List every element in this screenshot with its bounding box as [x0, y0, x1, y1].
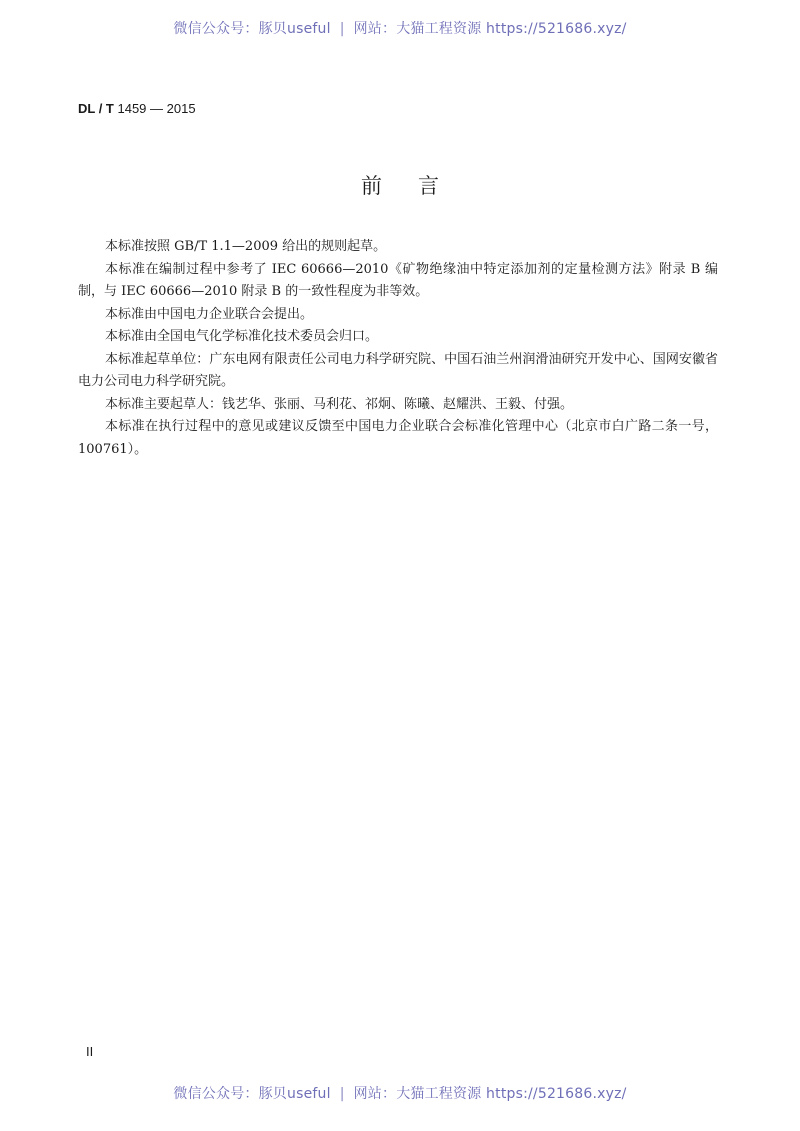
paragraph-committee: 本标准由全国电气化学标准化技术委员会归口。 — [105, 329, 379, 344]
watermark-site: 网站：大猫工程资源 https://521686.xyz/ — [353, 1086, 627, 1102]
foreword-body — [78, 236, 718, 461]
paragraph-drafting-rules: 本标准按照 GB/T 1.1—2009 给出的规则起草。 — [105, 239, 387, 254]
paragraph-drafters: 本标准主要起草人：钱艺华、张丽、马利花、祁炯、陈曦、赵耀洪、王毅、付强。 — [105, 396, 574, 412]
paragraph-proposer: 本标准由中国电力企业联合会提出。 — [105, 306, 314, 322]
paragraph-drafting-units: 本标准起草单位：广东电网有限责任公司电力科学研究院、中国石油兰州润滑油研究开发中心、国网安徽省电力公司电力科学研究院。 — [78, 351, 718, 389]
document-code-number: 1459 — 2015 — [113, 101, 196, 116]
watermark-top — [0, 18, 800, 38]
watermark-separator: | — [339, 1086, 345, 1102]
watermark-bottom — [0, 1083, 800, 1103]
page-number: II — [86, 1044, 94, 1059]
watermark-wechat: 微信公众号：豚贝useful — [173, 1086, 331, 1102]
document-code-prefix: DL / T — [78, 101, 114, 116]
watermark-wechat: 微信公众号：豚贝useful — [173, 21, 331, 37]
watermark-site: 网站：大猫工程资源 https://521686.xyz/ — [353, 21, 627, 37]
watermark-separator: | — [339, 21, 345, 37]
paragraph-feedback: 本标准在执行过程中的意见或建议反馈至中国电力企业联合会标准化管理中心（北京市白广路二条一号，100761）。 — [78, 419, 718, 457]
document-code — [78, 101, 196, 116]
section-title: 前言 — [361, 174, 475, 198]
paragraph-reference-standard: 本标准在编制过程中参考了 IEC 60666—2010《矿物绝缘油中特定添加剂的定量检测方法》附录 B 编制，与 IEC 60666—2010 附录 B 的一致性程度为非等效。 — [78, 261, 719, 299]
